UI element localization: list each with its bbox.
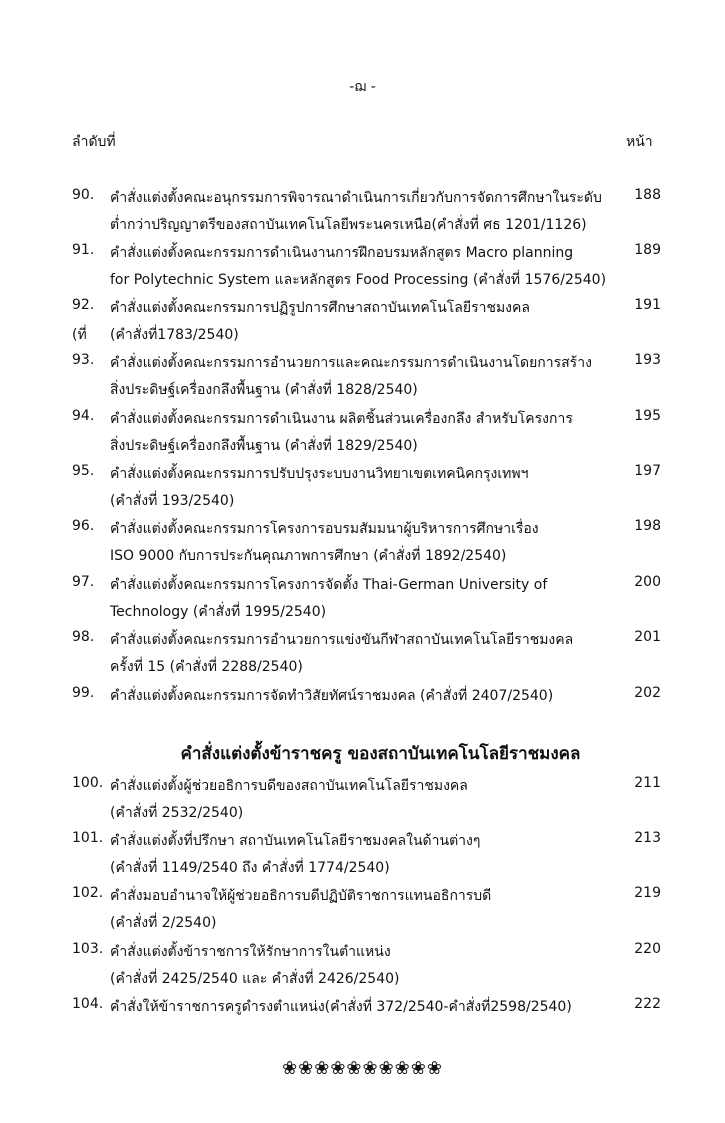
entry-page: 197 (634, 463, 661, 479)
entry-page: 191 (634, 297, 661, 313)
entry-title-line2: สิ่งประดิษฐ์เครื่องกลึงพื้นฐาน (คำสั่งที่ 1828/2540) (110, 382, 418, 398)
entry-number: 99. (72, 685, 95, 701)
entry-title-line1: คำสั่งแต่งตั้งคณะกรรมการปฏิรูปการศึกษาสถาบันเทคโนโลยีราชมงคล (110, 300, 530, 316)
entry-number: 100. (72, 775, 104, 791)
entry-title-line1: คำสั่งให้ข้าราชการครูดำรงตำแหน่ง(คำสั่งที่ 372/2540-คำสั่งที่2598/2540) (110, 999, 572, 1015)
entry-number: 98. (72, 629, 95, 645)
column-header-page: หน้า (626, 134, 653, 150)
entry-number: 90. (72, 187, 95, 203)
entry-page: 201 (634, 629, 661, 645)
entry-number: 101. (72, 830, 104, 846)
entry-page: 189 (634, 242, 661, 258)
ornament-divider: ❀❀❀❀❀❀❀❀❀❀ (282, 1058, 443, 1079)
entry-title-line2: Technology (คำสั่งที่ 1995/2540) (110, 604, 327, 620)
entry-title-line2: (คำสั่งที่1783/2540) (110, 327, 239, 343)
entry-title-line1: คำสั่งแต่งตั้งคณะกรรมการโครงการอบรมสัมมนาผู้บริหารการศึกษาเรื่อง (110, 521, 539, 537)
entry-title-line2: (คำสั่งที่ 193/2540) (110, 493, 235, 509)
entry-stray-mark: (ที่ (72, 327, 87, 343)
entry-title-line2: (คำสั่งที่ 2/2540) (110, 915, 217, 931)
entry-title-line1: คำสั่งมอบอำนาจให้ผู้ช่วยอธิการบดีปฏิบัติราชการแทนอธิการบดี (110, 888, 492, 904)
entry-number: 102. (72, 885, 104, 901)
entry-number: 97. (72, 574, 95, 590)
entry-page: 193 (634, 352, 661, 368)
entry-number: 103. (72, 941, 104, 957)
entry-number: 93. (72, 352, 95, 368)
entry-title-line2: สิ่งประดิษฐ์เครื่องกลึงพื้นฐาน (คำสั่งที่ 1829/2540) (110, 438, 418, 454)
entry-title-line2: (คำสั่งที่ 1149/2540 ถึง คำสั่งที่ 1774/2540) (110, 860, 390, 876)
entry-number: 95. (72, 463, 95, 479)
entry-title-line2: ISO 9000 กับการประกันคุณภาพการศึกษา (คำสั่งที่ 1892/2540) (110, 548, 507, 564)
entry-page: 220 (634, 941, 661, 957)
page-number: -ฌ - (349, 79, 376, 95)
entry-page: 195 (634, 408, 661, 424)
entry-title-line1: คำสั่งแต่งตั้งคณะกรรมการดำเนินงานการฝึกอบรมหลักสูตร Macro planning (110, 245, 574, 261)
entry-number: 96. (72, 518, 95, 534)
entry-title-line2: (คำสั่งที่ 2532/2540) (110, 805, 244, 821)
entry-title-line1: คำสั่งแต่งตั้งคณะกรรมการอำนวยการแข่งขันกีฬาสถาบันเทคโนโลยีราชมงคล (110, 632, 574, 648)
entry-title-line1: คำสั่งแต่งตั้งผู้ช่วยอธิการบดีของสถาบันเทคโนโลยีราชมงคล (110, 778, 468, 794)
entry-title-line2: ครั้งที่ 15 (คำสั่งที่ 2288/2540) (110, 659, 303, 675)
entry-page: 188 (634, 187, 661, 203)
entry-number: 94. (72, 408, 95, 424)
entry-title-line2: ต่ำกว่าปริญญาตรีของสถาบันเทคโนโลยีพระนครเหนือ(คำสั่งที่ ศธ 1201/1126) (110, 217, 587, 233)
entry-title-line1: คำสั่งแต่งตั้งคณะกรรมการอำนวยการและคณะกรรมการดำเนินงานโดยการสร้าง (110, 355, 592, 371)
entry-page: 198 (634, 518, 661, 534)
entry-title-line1: คำสั่งแต่งตั้งคณะกรรมการดำเนินงาน ผลิตชิ้นส่วนเครื่องกลึง สำหรับโครงการ (110, 411, 573, 427)
entry-title-line1: คำสั่งแต่งตั้งคณะกรรมการจัดทำวิสัยทัศน์ราชมงคล (คำสั่งที่ 2407/2540) (110, 688, 554, 704)
entry-title-line1: คำสั่งแต่งตั้งที่ปรึกษา สถาบันเทคโนโลยีราชมงคลในด้านต่างๆ (110, 833, 481, 849)
entry-title-line2: for Polytechnic System และหลักสูตร Food Processing (คำสั่งที่ 1576/2540) (110, 272, 607, 288)
entry-page: 211 (634, 775, 661, 791)
entry-title-line2: (คำสั่งที่ 2425/2540 และ คำสั่งที่ 2426/2540) (110, 971, 400, 987)
column-header-order: ลำดับที่ (72, 134, 116, 150)
entry-number: 91. (72, 242, 95, 258)
section-title: คำสั่งแต่งตั้งข้าราชครู ของสถาบันเทคโนโลยีราชมงคล (180, 744, 581, 764)
entry-page: 213 (634, 830, 661, 846)
entry-page: 219 (634, 885, 661, 901)
entry-title-line1: คำสั่งแต่งตั้งคณะกรรมการโครงการจัดตั้ง Thai-German University of (110, 577, 548, 593)
entry-number: 92. (72, 297, 95, 313)
entry-title-line1: คำสั่งแต่งตั้งคณะกรรมการปรับปรุงระบบงานวิทยาเขตเทคนิคกรุงเทพฯ (110, 466, 529, 482)
entry-title-line1: คำสั่งแต่งตั้งคณะอนุกรรมการพิจารณาดำเนินการเกี่ยวกับการจัดการศึกษาในระดับ (110, 190, 602, 206)
entry-number: 104. (72, 996, 104, 1012)
entry-title-line1: คำสั่งแต่งตั้งข้าราชการให้รักษาการในตำแหน่ง (110, 944, 391, 960)
entry-page: 222 (634, 996, 661, 1012)
entry-page: 200 (634, 574, 661, 590)
entry-page: 202 (634, 685, 661, 701)
